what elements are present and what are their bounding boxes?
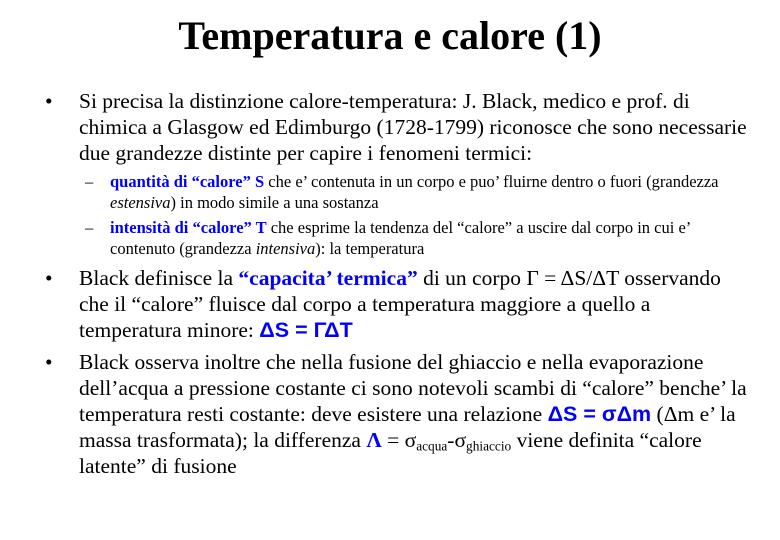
sub-bullet-intensity — [85, 217, 725, 259]
text-run: -σ — [447, 428, 467, 452]
text-run: che esprime la tendenza del “calore” a uscire dal corpo in cui e’ contenuto (grandezza — [110, 218, 691, 258]
bullet-text — [79, 349, 748, 479]
formula-mass: ΔS = σΔm — [547, 402, 652, 426]
text-run: ) in modo simile a una sostanza — [170, 193, 379, 212]
italic-extensive: estensiva — [110, 193, 171, 212]
text-run: che e’ contenuta in un corpo e puo’ fluirne dentro o fuori (grandezza — [264, 172, 719, 191]
formula-capacity: ΔS = ΓΔT — [259, 318, 353, 342]
bullet-black-distinction — [45, 88, 748, 166]
text-run: Black osserva inoltre che nella fusione del ghiaccio e nella evaporazione dell’acqua a pressione costante ci sono notevoli scambi di “calore” benche’ la temperatura resti costante: deve esistere una relazione — [79, 350, 747, 426]
subscript-acqua: acqua — [416, 438, 448, 454]
bullet-latent-heat — [45, 349, 748, 479]
symbol-lambda: Λ — [366, 428, 382, 452]
italic-intensive: intensiva — [255, 239, 316, 258]
bullet-text — [79, 265, 748, 343]
sub-bullet-text — [110, 171, 725, 213]
sub-bullet-text — [110, 217, 725, 259]
sub-bullet-marker: – — [85, 218, 94, 237]
term-intensity: intensità di “calore” T — [110, 218, 267, 237]
bullet-marker: • — [45, 350, 53, 374]
bullet-marker: • — [45, 266, 53, 290]
bullet-marker: • — [45, 89, 53, 113]
text-run: di un corpo Γ = ΔS/ΔT osservando che il “calore” fluisce dal corpo a temperatura maggiore a quello a temperatura minore: — [79, 266, 721, 342]
term-quantity: quantità di “calore” S — [110, 172, 265, 191]
term-heat-capacity: “capacita’ termica” — [238, 266, 418, 290]
sub-bullet-quantity — [85, 171, 725, 213]
text-run: ): la temperatura — [315, 239, 425, 258]
text-run: viene definita “calore latente” di fusione — [79, 428, 702, 478]
text-run: (Δm e’ la massa trasformata); la differenza — [79, 402, 736, 452]
sub-bullet-marker: – — [85, 172, 94, 191]
subscript-ghiaccio: ghiaccio — [466, 438, 512, 454]
bullet-heat-capacity — [45, 265, 748, 343]
text-run: Black definisce la — [79, 266, 239, 290]
bullet-text: Si precisa la distinzione calore-temperatura: J. Black, medico e prof. di chimica a Glasgow ed Edimburgo (1728-1799) riconosce che sono necessarie due grandezze distinte per capire i fenomeni termici: — [79, 89, 747, 165]
slide-title: Temperatura e calore (1) — [178, 13, 602, 58]
text-run: = σ — [381, 428, 417, 452]
